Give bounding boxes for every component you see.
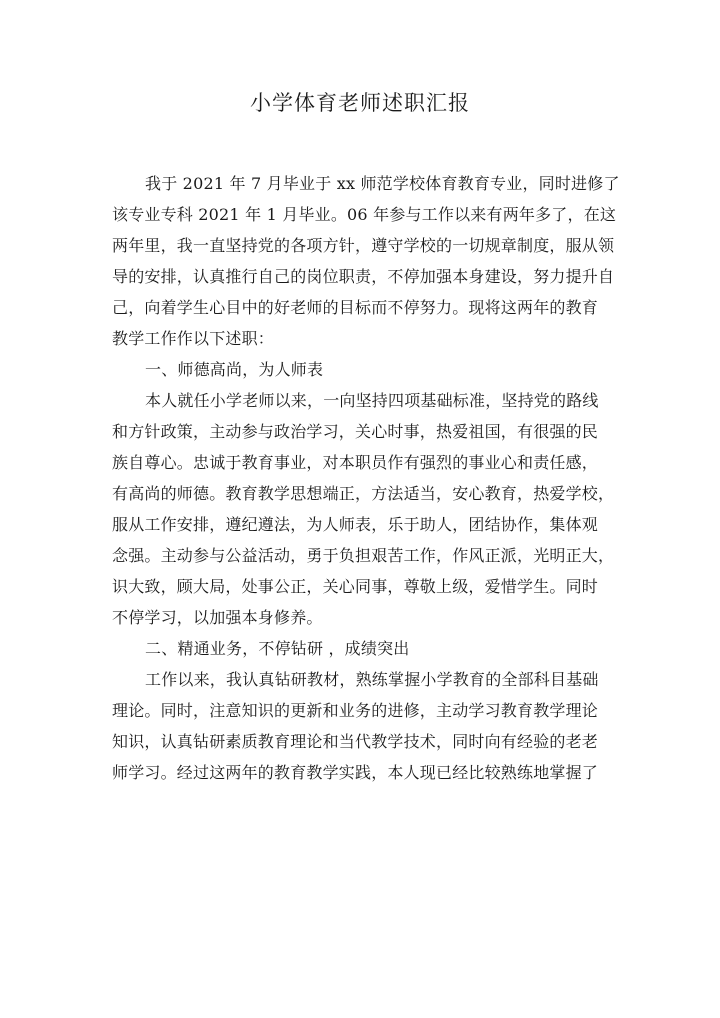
paragraph-line: 念强。主动参与公益活动，勇于负担艰苦工作，作风正派，光明正大， [112, 546, 615, 565]
paragraph-line: 识大致，顾大局，处事公正，关心同事，尊敬上级，爱惜学生。同时 [112, 577, 599, 596]
section-heading: 一、师德高尚，为人师表 [145, 360, 324, 379]
paragraph-line: 工作以来，我认真钻研教材，熟练掌握小学教育的全部科目基础 [145, 670, 599, 689]
paragraph-line: 族自尊心。忠诚于教育事业，对本职员作有强烈的事业心和责任感， [112, 453, 599, 472]
paragraph-line: 不停学习，以加强本身修养。 [112, 608, 323, 627]
section-heading: 二、精通业务，不停钻研 ，成绩突出 [145, 639, 410, 658]
paragraph-line: 和方针政策，主动参与政治学习，关心时事，热爱祖国，有很强的民 [112, 422, 599, 441]
paragraph-line: 师学习。经过这两年的教育教学实践，本人现已经比较熟练地掌握了 [112, 763, 599, 782]
paragraph-line: 该专业专科 2021 年 1 月毕业。06 年参与工作以来有两年多了，在这 [112, 205, 617, 224]
paragraph-line: 本人就任小学老师以来，一向坚持四项基础标准，坚持党的路线 [145, 391, 599, 410]
paragraph-line: 有高尚的师德。教育教学思想端正，方法适当，安心教育，热爱学校， [112, 484, 615, 503]
paragraph-line: 服从工作安排，遵纪遵法，为人师表，乐于助人，团结协作，集体观 [112, 515, 599, 534]
paragraph-line: 导的安排，认真推行自己的岗位职责，不停加强本身建设，努力提升自 [112, 267, 615, 286]
paragraph-line: 己，向着学生心目中的好老师的目标而不停努力。现将这两年的教育 [112, 298, 599, 317]
paragraph-line: 两年里，我一直坚持党的各项方针，遵守学校的一切规章制度，服从领 [112, 236, 615, 255]
paragraph-line: 理论。同时，注意知识的更新和业务的进修，主动学习教育教学理论 [112, 701, 599, 720]
paragraph-line: 教学工作作以下述职： [112, 329, 275, 348]
paragraph-line: 知识，认真钻研素质教育理论和当代教学技术，同时向有经验的老老 [112, 732, 599, 751]
document-title: 小学体育老师述职汇报 [250, 91, 470, 115]
paragraph-line: 我于 2021 年 7 月毕业于 xx 师范学校体育教育专业，同时进修了 [145, 174, 620, 193]
